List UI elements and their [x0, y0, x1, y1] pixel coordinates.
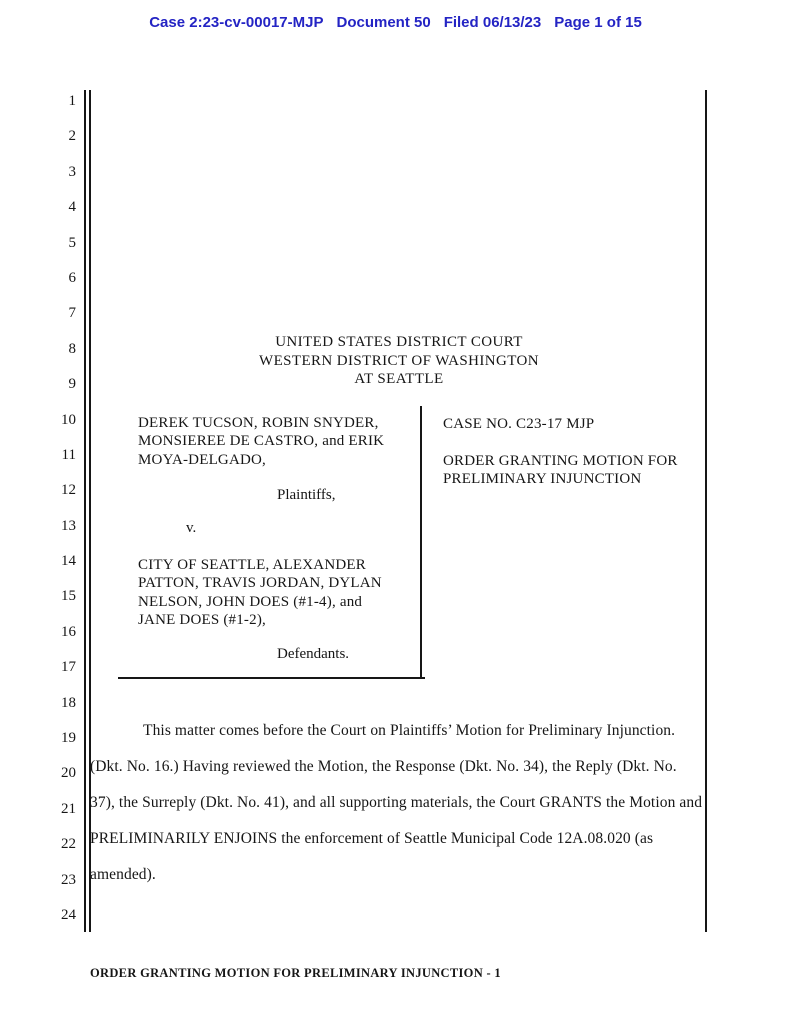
district-name: WESTERN DISTRICT OF WASHINGTON [259, 352, 539, 369]
order-title [443, 452, 698, 489]
line-number: 11 [61, 446, 76, 463]
case-number-stamp: Case 2:23-cv-00017-MJP [149, 14, 324, 31]
case-number: CASE NO. C23-17 MJP [443, 416, 595, 432]
plaintiffs-line: MOYA-DELGADO, [138, 451, 267, 468]
body-line: (Dkt. No. 16.) Having reviewed the Motion, the Response (Dkt. No. 34), the Reply (Dkt. No. [90, 758, 677, 775]
body-line: amended). [90, 866, 156, 883]
line-number: 5 [68, 234, 76, 251]
line-number: 7 [68, 305, 76, 322]
division-name: AT SEATTLE [354, 371, 444, 388]
line-number: 22 [61, 836, 76, 853]
line-number: 10 [61, 411, 76, 428]
line-number: 23 [61, 871, 76, 888]
defendants-label: Defendants. [277, 646, 350, 662]
body-line: This matter comes before the Court on Plaintiffs’ Motion for Preliminary Injunction. [143, 722, 676, 739]
line-number: 3 [68, 163, 76, 180]
line-number: 9 [68, 376, 76, 393]
body-line: PRELIMINARILY ENJOINS the enforcement of Seattle Municipal Code 12A.08.020 (as [90, 830, 654, 847]
caption-right-column [443, 415, 698, 488]
versus-label: v. [186, 520, 197, 536]
defendants-block [138, 556, 413, 629]
defendants-line: NELSON, JOHN DOES (#1-4), and [138, 593, 363, 610]
line-number: 14 [61, 553, 76, 570]
line-number: 20 [61, 765, 76, 782]
line-number: 19 [61, 730, 76, 747]
defendants-line: JANE DOES (#1-2), [138, 611, 266, 628]
body-line: 37), the Surreply (Dkt. No. 41), and all supporting materials, the Court GRANTS the Motion and [90, 794, 703, 811]
defendants-line: PATTON, TRAVIS JORDAN, DYLAN [138, 575, 382, 592]
line-number: 16 [61, 623, 76, 640]
pacer-header-stamp [0, 14, 791, 31]
line-number: 2 [68, 128, 76, 145]
line-number: 8 [68, 340, 76, 357]
page-number-stamp: Page 1 of 15 [554, 14, 642, 31]
plaintiffs-line: DEREK TUCSON, ROBIN SNYDER, [138, 415, 379, 431]
line-number: 24 [61, 906, 76, 923]
plaintiffs-label: Plaintiffs, [277, 487, 336, 503]
plaintiffs-line: MONSIEREE DE CASTRO, and ERIK [138, 433, 385, 450]
line-number: 12 [61, 482, 76, 499]
line-number: 17 [61, 659, 76, 676]
caption-divider-vertical [420, 406, 422, 679]
order-title-line: ORDER GRANTING MOTION FOR [443, 452, 678, 469]
caption-divider-horizontal [118, 677, 425, 679]
line-number: 1 [68, 93, 76, 109]
defendants-line: CITY OF SEATTLE, ALEXANDER [138, 557, 366, 573]
body-paragraph [90, 713, 706, 893]
line-number: 18 [61, 694, 76, 711]
order-title-line: PRELIMINARY INJUNCTION [443, 470, 642, 487]
line-number: 6 [68, 269, 76, 286]
court-name: UNITED STATES DISTRICT COURT [275, 334, 523, 350]
line-number: 21 [61, 800, 76, 817]
line-number: 13 [61, 517, 76, 534]
court-heading [96, 333, 702, 389]
line-number: 4 [68, 199, 76, 216]
filed-date-stamp: Filed 06/13/23 [443, 14, 542, 31]
document-number-stamp: Document 50 [336, 14, 431, 31]
pleading-line-numbers [0, 84, 76, 933]
plaintiffs-block [138, 414, 413, 469]
footer-title: ORDER GRANTING MOTION FOR PRELIMINARY INJUNCTION - 1 [90, 966, 501, 980]
line-number: 15 [61, 588, 76, 605]
